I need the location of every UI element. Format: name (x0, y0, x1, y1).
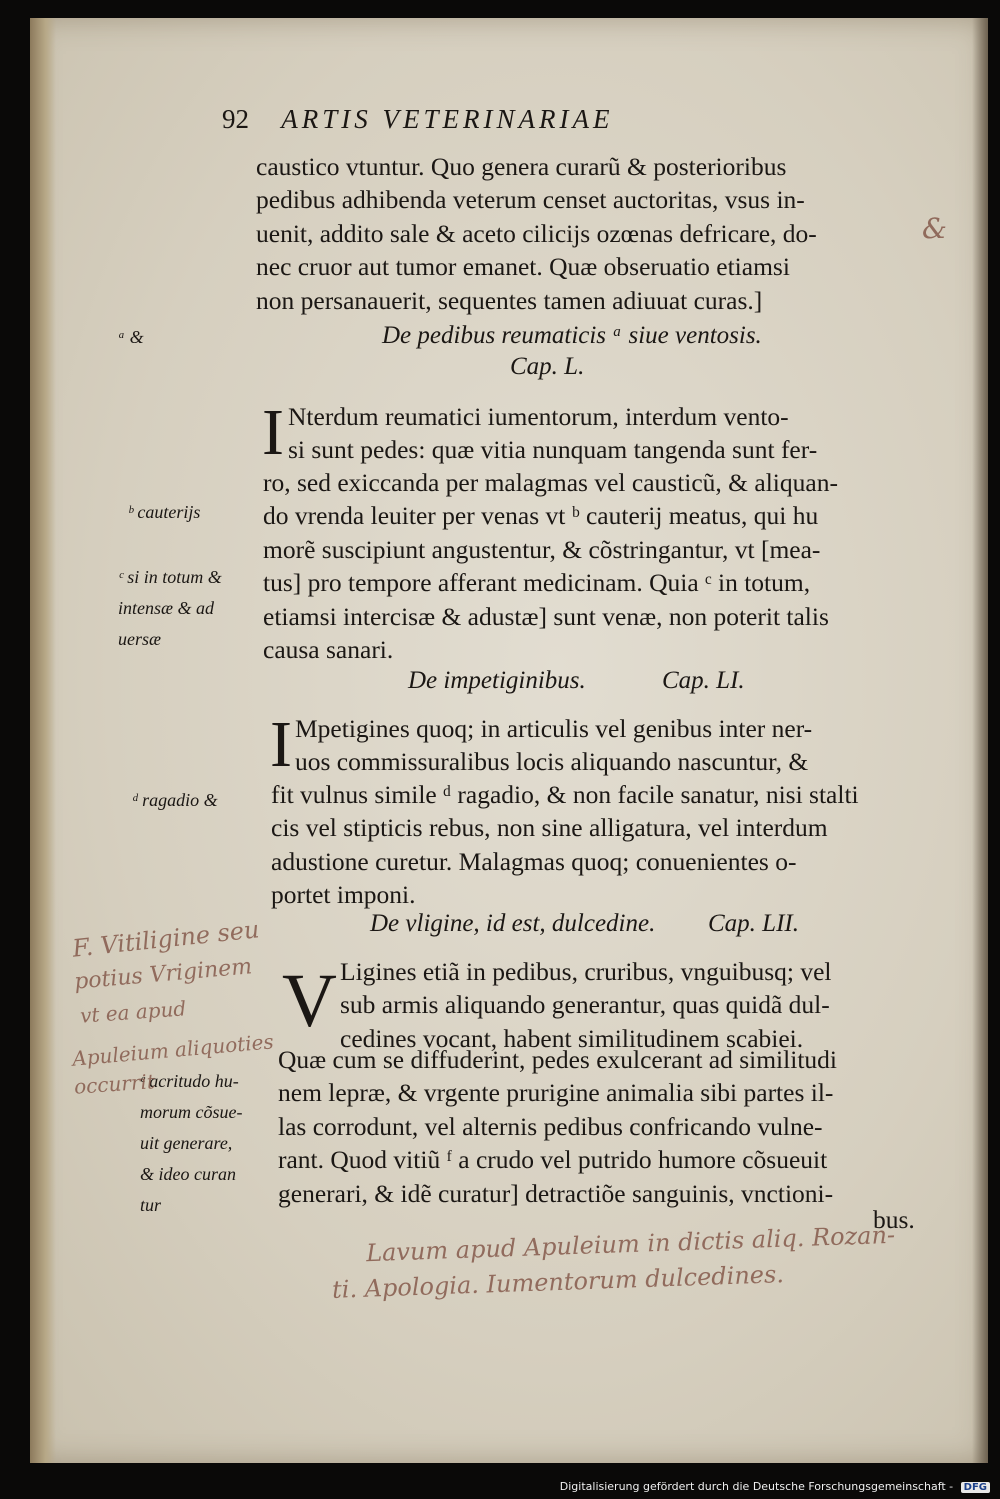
running-title: ARTIS VETERINARIAE (281, 104, 614, 134)
margin-note-b: ᵇ cauterijs (128, 502, 201, 522)
margin-note-e: uit generare, (140, 1133, 233, 1153)
digitization-credit (560, 1480, 990, 1493)
chapter-50-title: De pedibus reumaticis ᵃ siue ventosis. (382, 322, 762, 349)
text-line: adustione curetur. Malagmas quoq; conuenientes o- (271, 846, 797, 876)
chapter-50-dropcap: I (262, 396, 284, 469)
chapter-52-dropcap: V (282, 959, 337, 1043)
dfg-logo: DFG (961, 1482, 990, 1493)
running-header (222, 104, 822, 135)
margin-note-e: & ideo curan (140, 1164, 236, 1184)
text-line: pedibus adhibenda veterum censet auctoritas, vsus in- (256, 185, 805, 215)
text-line: non persanauerit, sequentes tamen adiuuat curas.] (256, 285, 763, 315)
text-line: Nterdum reumatici iumentorum, interdum vento- (288, 402, 789, 431)
margin-note-d: ᵈ ragadio & (132, 790, 218, 810)
handwritten-note: potius Vriginem (73, 954, 254, 995)
chapter-50-body (263, 466, 838, 666)
text-line: Quæ cum se diffuderint, pedes exulcerant ad similitudi (278, 1045, 837, 1074)
text-line: morẽ suscipiunt angustentur, & cõstringantur, vt [mea- (263, 534, 821, 564)
chapter-50-cap: Cap. L. (510, 353, 585, 380)
text-line: nem lepræ, & vrgente prurigine animalia sibi partes il- (278, 1078, 834, 1108)
text-line: caustico vtuntur. Quo genera curarũ & posterioribus (256, 152, 787, 181)
text-line: uos commissuralibus locis aliquando nascuntur, & (295, 747, 809, 777)
chapter-52-lines-indented (340, 955, 832, 1055)
text-line: fit vulnus simile ᵈ ragadio, & non facile sanatur, nisi stalti (271, 780, 859, 809)
text-line: portet imponi. (271, 880, 416, 910)
page-number: 92 (222, 104, 249, 134)
text-line: ro, sed exiccanda per malagmas vel causticũ, & aliquan- (263, 468, 838, 497)
chapter-52-cap: Cap. LII. (708, 910, 799, 937)
text-line: Ligines etiã in pedibus, cruribus, vnguibusq; vel (340, 957, 832, 986)
chapter-51-lines-indented (295, 712, 812, 779)
text-line: uenit, addito sale & aceto cilicijs ozœnas defricare, do- (256, 218, 817, 248)
margin-note-c: uersæ (118, 629, 162, 649)
credit-text: Digitalisierung gefördert durch die Deutsche Forschungsgemeinschaft - (559, 1480, 954, 1493)
margin-note-c: ᶜ si in totum & (118, 567, 222, 587)
handwritten-note: occurrit (73, 1069, 156, 1099)
margin-note-e: tur (140, 1195, 162, 1215)
margin-note-a: ᵃ & (118, 327, 144, 347)
handwritten-note: Lavum apud Apuleium in dictis aliq. Rozan- (365, 1220, 896, 1268)
margin-note-e: ᵉ acritudo hu- (140, 1071, 239, 1091)
text-line: Mpetigines quoq; in articulis vel genibus inter ner- (295, 714, 813, 743)
text-line: sub armis aliquando generantur, quas quidã dul- (340, 990, 830, 1020)
chapter-51-cap: Cap. LI. (662, 667, 745, 694)
text-line: rant. Quod vitiũ ᶠ a crudo vel putrido humore cõsueuit (278, 1145, 828, 1175)
chapter-51-title: De impetiginibus. (408, 667, 586, 694)
text-line: tus] pro tempore afferant medicinam. Quia ᶜ in totum, (263, 568, 811, 598)
page-binding-edge (30, 18, 56, 1463)
handwritten-mark: & (922, 212, 947, 245)
text-line: generari, & idẽ curatur] detractiõe sanguinis, vnctioni- (278, 1178, 834, 1208)
chapter-50-lines-indented (288, 400, 817, 467)
handwritten-note: Apuleium aliquoties (71, 1029, 275, 1071)
text-line: etiamsi intercisæ & adustæ] sunt venæ, non poterit talis (263, 601, 829, 631)
handwritten-note: ti. Apologia. Iumentorum dulcedines. (331, 1260, 785, 1304)
chapter-52-body (278, 1043, 837, 1210)
top-paragraph (256, 150, 817, 317)
text-line: cis vel stipticis rebus, non sine alligatura, vel interdum (271, 813, 828, 843)
margin-note-c: intensæ & ad (118, 598, 215, 618)
text-line: causa sanari. (263, 635, 394, 665)
page-outer-edge (972, 18, 988, 1463)
text-line: si sunt pedes: quæ vitia nunquam tangenda sunt fer- (288, 435, 818, 465)
chapter-51-body (271, 778, 859, 912)
chapter-52-title: De vligine, id est, dulcedine. (370, 910, 656, 937)
text-line: do vrenda leuiter per venas vt ᵇ cauterij meatus, qui hu (263, 501, 819, 531)
handwritten-note: vt ea apud (79, 996, 187, 1028)
text-line: bus. (873, 1205, 915, 1234)
handwritten-note: F. Vitiligine seu (71, 915, 261, 963)
chapter-51-dropcap: I (270, 708, 292, 781)
text-line: cedines vocant, habent similitudinem scabiei. (340, 1023, 804, 1053)
text-line: nec cruor aut tumor emanet. Quæ obseruatio etiamsi (256, 252, 790, 282)
text-line: las corrodunt, vel alternis pedibus confricando vulne- (278, 1111, 823, 1141)
margin-note-e: morum cõsue- (140, 1102, 243, 1122)
